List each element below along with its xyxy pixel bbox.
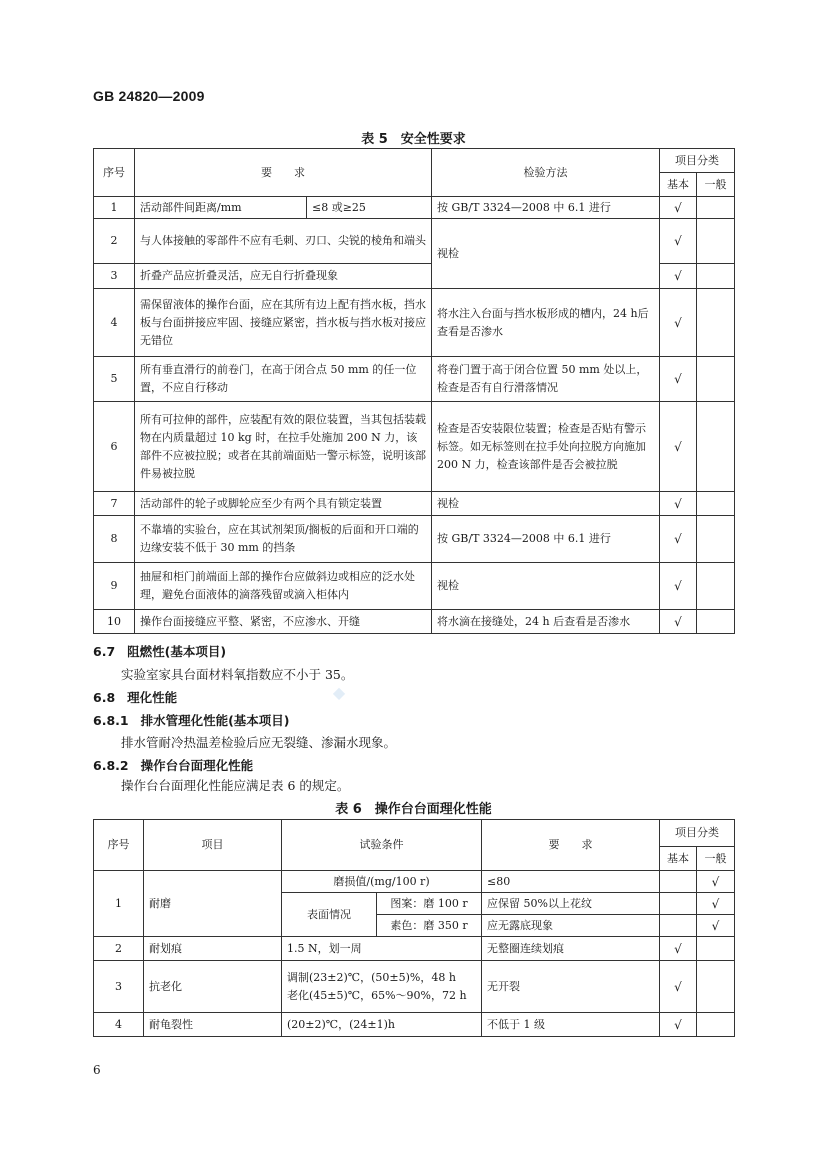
table-row: [94, 937, 735, 961]
row-num: 4: [94, 1013, 144, 1037]
row-requirement: 需保留液体的操作台面，应在其所有边上配有挡水板，挡水板与台面拼接应牢固、接缝应紧密，挡水板与挡水板对接应无错位: [135, 289, 432, 357]
row-requirement: 应保留 50%以上花纹: [482, 893, 660, 915]
section-number: 6.8.1: [93, 713, 129, 728]
row-num: 3: [94, 264, 135, 289]
table-row: [94, 610, 735, 634]
section-number: 6.7: [93, 644, 116, 659]
row-basic-check: √: [660, 563, 697, 610]
row-requirement: 活动部件的轮子或脚轮应至少有两个具有锁定装置: [135, 492, 432, 516]
row-requirement: 应无露底现象: [482, 915, 660, 937]
worktop-properties-table: [93, 819, 735, 1037]
row-requirement: ≤80: [482, 871, 660, 893]
section-heading: [93, 642, 226, 660]
table-row: [94, 492, 735, 516]
row-basic-check: √: [660, 402, 697, 492]
section-paragraph: 排水管耐冷热温差检验后应无裂缝、渗漏水现象。: [121, 735, 397, 750]
row-requirement: 操作台面接缝应平整、紧密，不应渗水、开缝: [135, 610, 432, 634]
table-row: [94, 289, 735, 357]
row-general-check: [697, 357, 735, 402]
row-basic-check: √: [660, 219, 697, 264]
header-requirement: 要 求: [482, 820, 660, 871]
row-num: 7: [94, 492, 135, 516]
row-condition: 素色：磨 350 r: [377, 915, 482, 937]
row-basic-check: √: [660, 937, 697, 961]
row-general-check: [697, 1013, 735, 1037]
row-general-check: [697, 937, 735, 961]
row-condition: (20±2)℃，(24±1)h: [282, 1013, 482, 1037]
row-method: 将水注入台面与挡水板形成的槽内，24 h后查看是否渗水: [432, 289, 660, 357]
row-general-check: [697, 563, 735, 610]
row-general-check: √: [697, 893, 735, 915]
row-basic-check: [660, 871, 697, 893]
header-method: 检验方法: [432, 149, 660, 197]
table-row: [94, 402, 735, 492]
row-method: 视检: [432, 563, 660, 610]
row-num: 4: [94, 289, 135, 357]
watermark-logo: ◆: [332, 683, 346, 702]
table-row: [94, 357, 735, 402]
row-requirement: 与人体接触的零部件不应有毛刺、刃口、尖锐的棱角和端头: [135, 219, 432, 264]
row-general-check: [697, 516, 735, 563]
row-method: 按 GB/T 3324—2008 中 6.1 进行: [432, 197, 660, 219]
row-general-check: [697, 289, 735, 357]
row-requirement: 无开裂: [482, 961, 660, 1013]
row-general-check: [697, 961, 735, 1013]
section-number: 6.8.2: [93, 758, 129, 773]
row-requirement: 无整圈连续划痕: [482, 937, 660, 961]
table6-caption: 表 6 操作台台面理化性能: [335, 802, 492, 817]
row-num: 8: [94, 516, 135, 563]
row-general-check: √: [697, 915, 735, 937]
row-condition: [282, 961, 482, 1013]
header-basic: 基本: [660, 173, 697, 197]
row-basic-check: √: [660, 516, 697, 563]
row-requirement: 不低于 1 级: [482, 1013, 660, 1037]
header-category: 项目分类: [660, 149, 735, 173]
row-num: 1: [94, 871, 144, 937]
row-requirement: 折叠产品应折叠灵活，应无自行折叠现象: [135, 264, 432, 289]
row-condition: 图案：磨 100 r: [377, 893, 482, 915]
standard-code: GB 24820—2009: [93, 88, 205, 104]
header-num: 序号: [94, 149, 135, 197]
section-title: 操作台台面理化性能: [140, 758, 254, 773]
row-basic-check: [660, 893, 697, 915]
row-basic-check: √: [660, 289, 697, 357]
row-basic-check: [660, 915, 697, 937]
section-title: 排水管理化性能(基本项目): [140, 713, 290, 728]
row-condition-group: 表面情况: [282, 893, 377, 937]
row-general-check: [697, 264, 735, 289]
row-general-check: [697, 197, 735, 219]
row-method: 将卷门置于高于闭合位置 50 mm 处以上，检查是否有自行滑落情况: [432, 357, 660, 402]
page-number: 6: [93, 1063, 101, 1077]
header-general: 一般: [697, 847, 735, 871]
row-num: 6: [94, 402, 135, 492]
safety-requirements-table: [93, 148, 735, 634]
row-basic-check: √: [660, 197, 697, 219]
row-num: 1: [94, 197, 135, 219]
section-heading: [93, 711, 290, 729]
row-basic-check: √: [660, 357, 697, 402]
row-requirement: 活动部件间距离/mm: [135, 197, 307, 219]
table-header-row: [94, 149, 735, 173]
row-method: 按 GB/T 3324—2008 中 6.1 进行: [432, 516, 660, 563]
header-basic: 基本: [660, 847, 697, 871]
row-requirement-value: ≤8 或≥25: [307, 197, 432, 219]
row-num: 5: [94, 357, 135, 402]
row-general-check: √: [697, 871, 735, 893]
row-item: 耐龟裂性: [144, 1013, 282, 1037]
row-num: 2: [94, 937, 144, 961]
condition-line: 老化(45±5)℃，65%～90%，72 h: [287, 988, 467, 1002]
section-heading: [93, 688, 177, 706]
row-method: 视检: [432, 219, 660, 289]
row-method: 视检: [432, 492, 660, 516]
row-requirement: 抽屉和柜门前端面上部的操作台应做斜边或相应的泛水处理，避免台面液体的滴落残留或滴入柜体内: [135, 563, 432, 610]
table5-caption: 表 5 安全性要求: [361, 132, 466, 147]
row-requirement: 不靠墙的实验台，应在其试剂架顶/搁板的后面和开口端的边缘安装不低于 30 mm 的挡条: [135, 516, 432, 563]
row-num: 10: [94, 610, 135, 634]
table-row: [94, 961, 735, 1013]
section-paragraph: 操作台台面理化性能应满足表 6 的规定。: [121, 778, 350, 793]
row-item: 抗老化: [144, 961, 282, 1013]
table-row: [94, 563, 735, 610]
section-title: 阻燃性(基本项目): [127, 644, 227, 659]
header-item: 项目: [144, 820, 282, 871]
row-basic-check: √: [660, 961, 697, 1013]
row-general-check: [697, 402, 735, 492]
section-title: 理化性能: [127, 690, 178, 705]
row-general-check: [697, 492, 735, 516]
header-requirement: 要 求: [135, 149, 432, 197]
section-heading: [93, 756, 253, 774]
header-num: 序号: [94, 820, 144, 871]
row-condition: 1.5 N，划一周: [282, 937, 482, 961]
section-paragraph: 实验室家具台面材料氧指数应不小于 35。: [121, 667, 354, 682]
table-row: [94, 516, 735, 563]
header-category: 项目分类: [660, 820, 735, 847]
table-row: [94, 871, 735, 893]
row-num: 9: [94, 563, 135, 610]
row-requirement: 所有可拉伸的部件，应装配有效的限位装置，当其包括装载物在内质量超过 10 kg 时，在拉手处施加 200 N 力，该部件不应被拉脱；或者在其前端面贴一警示标签，说明该部件易被拉脱: [135, 402, 432, 492]
row-item: 耐磨: [144, 871, 282, 937]
table-header-row: [94, 820, 735, 847]
table-row: [94, 1013, 735, 1037]
row-basic-check: √: [660, 492, 697, 516]
row-general-check: [697, 219, 735, 264]
header-condition: 试验条件: [282, 820, 482, 871]
table-row: [94, 197, 735, 219]
row-item: 耐划痕: [144, 937, 282, 961]
row-general-check: [697, 610, 735, 634]
condition-line: 调制(23±2)℃，(50±5)%，48 h: [287, 970, 456, 984]
header-general: 一般: [697, 173, 735, 197]
row-basic-check: √: [660, 264, 697, 289]
row-condition: 磨损值/(mg/100 r): [282, 871, 482, 893]
row-basic-check: √: [660, 1013, 697, 1037]
section-number: 6.8: [93, 690, 116, 705]
row-requirement: 所有垂直滑行的前卷门，在高于闭合点 50 mm 的任一位置，不应自行移动: [135, 357, 432, 402]
row-method: 检查是否安装限位装置；检查是否贴有警示标签。如无标签则在拉手处向拉脱方向施加 200 N 力，检查该部件是否会被拉脱: [432, 402, 660, 492]
row-method: 将水滴在接缝处，24 h 后查看是否渗水: [432, 610, 660, 634]
table-row: [94, 219, 735, 264]
row-num: 2: [94, 219, 135, 264]
row-basic-check: √: [660, 610, 697, 634]
row-num: 3: [94, 961, 144, 1013]
